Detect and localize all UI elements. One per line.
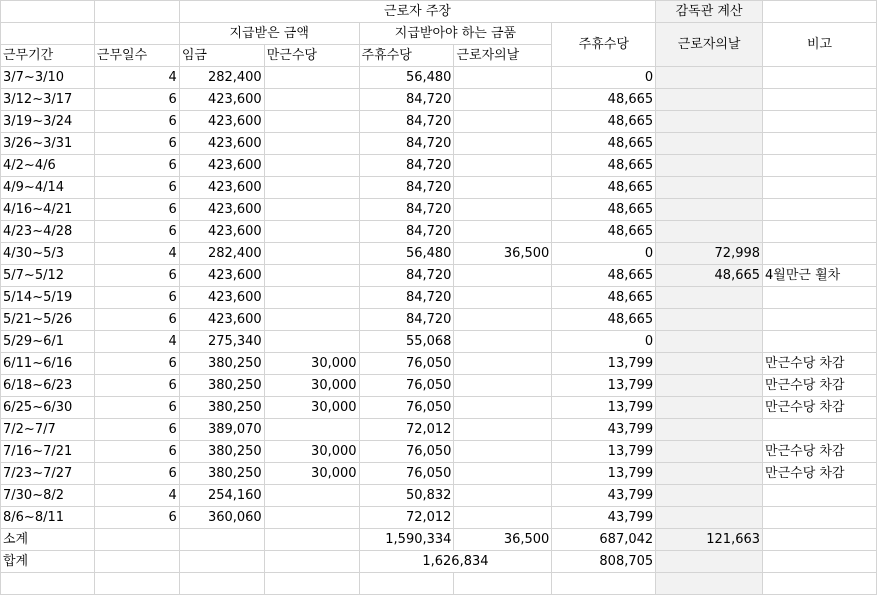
sup-weekly-holiday-cell[interactable]: 0	[552, 67, 656, 89]
sup-workers-day-header[interactable]: 근로자의날	[656, 23, 763, 67]
days-cell[interactable]: 6	[94, 265, 179, 287]
table-row	[1, 573, 877, 595]
remarks-cell[interactable]: 만근수당 차감	[763, 353, 877, 375]
cell[interactable]	[264, 529, 359, 551]
period-cell[interactable]: 7/16~7/21	[1, 441, 95, 463]
weekly-holiday-cell[interactable]: 84,720	[359, 155, 454, 177]
sup-weekly-holiday-cell[interactable]: 43,799	[552, 507, 656, 529]
cell[interactable]	[454, 573, 552, 595]
workers-day-cell[interactable]	[454, 375, 552, 397]
period-cell[interactable]: 3/26~3/31	[1, 133, 95, 155]
days-cell[interactable]: 4	[94, 485, 179, 507]
days-header[interactable]: 근무일수	[94, 45, 179, 67]
total-supervisor-cell[interactable]: 808,705	[552, 551, 656, 573]
cell[interactable]	[763, 573, 877, 595]
remarks-cell[interactable]	[763, 67, 877, 89]
wage-cell[interactable]: 254,160	[179, 485, 264, 507]
attendance-cell[interactable]	[264, 221, 359, 243]
cell[interactable]	[763, 529, 877, 551]
table-row	[1, 331, 877, 353]
sup-workers-day-cell[interactable]	[656, 463, 763, 485]
remarks-cell[interactable]	[763, 221, 877, 243]
attendance-cell[interactable]: 30,000	[264, 353, 359, 375]
remarks-cell[interactable]	[763, 177, 877, 199]
subtotal-sup-workers-day-cell[interactable]: 121,663	[656, 529, 763, 551]
sup-workers-day-cell[interactable]	[656, 177, 763, 199]
cell[interactable]	[179, 551, 264, 573]
attendance-cell[interactable]	[264, 133, 359, 155]
sup-workers-day-cell[interactable]	[656, 441, 763, 463]
attendance-cell[interactable]	[264, 309, 359, 331]
attendance-cell[interactable]	[264, 265, 359, 287]
table-row	[1, 89, 877, 111]
weekly-holiday-cell[interactable]: 84,720	[359, 133, 454, 155]
table-row	[1, 155, 877, 177]
wage-cell[interactable]: 423,600	[179, 199, 264, 221]
weekly-holiday-cell[interactable]: 55,068	[359, 331, 454, 353]
remarks-cell[interactable]	[763, 111, 877, 133]
remarks-cell[interactable]	[763, 133, 877, 155]
period-cell[interactable]: 5/29~6/1	[1, 331, 95, 353]
weekly-holiday-cell[interactable]: 56,480	[359, 243, 454, 265]
sup-weekly-holiday-cell[interactable]: 13,799	[552, 375, 656, 397]
table-row	[1, 419, 877, 441]
sup-workers-day-cell[interactable]	[656, 375, 763, 397]
weekly-holiday-cell[interactable]: 72,012	[359, 419, 454, 441]
days-cell[interactable]: 4	[94, 243, 179, 265]
total-label[interactable]: 합계	[1, 551, 95, 573]
attendance-cell[interactable]	[264, 287, 359, 309]
remarks-cell[interactable]: 만근수당 차감	[763, 375, 877, 397]
remarks-cell[interactable]	[763, 419, 877, 441]
days-cell[interactable]: 6	[94, 441, 179, 463]
table-row	[1, 133, 877, 155]
table-row	[1, 111, 877, 133]
subtotal-weekly-cell[interactable]: 1,590,334	[359, 529, 454, 551]
attendance-cell[interactable]	[264, 419, 359, 441]
workers-day-cell[interactable]	[454, 287, 552, 309]
workers-day-cell[interactable]	[454, 353, 552, 375]
table-row	[1, 353, 877, 375]
period-cell[interactable]: 7/30~8/2	[1, 485, 95, 507]
weekly-holiday-cell[interactable]: 84,720	[359, 287, 454, 309]
worker-claim-header[interactable]: 근로자 주장	[179, 1, 655, 23]
days-cell[interactable]: 6	[94, 155, 179, 177]
workers-day-cell[interactable]	[454, 67, 552, 89]
wage-cell[interactable]: 389,070	[179, 419, 264, 441]
period-cell[interactable]: 5/21~5/26	[1, 309, 95, 331]
weekly-holiday-pay-header[interactable]: 주휴수당	[359, 45, 454, 67]
sup-workers-day-cell[interactable]	[656, 419, 763, 441]
cell[interactable]	[656, 573, 763, 595]
period-cell[interactable]: 5/14~5/19	[1, 287, 95, 309]
weekly-holiday-cell[interactable]: 50,832	[359, 485, 454, 507]
table-row	[1, 177, 877, 199]
remarks-cell[interactable]	[763, 199, 877, 221]
sup-weekly-holiday-cell[interactable]: 48,665	[552, 133, 656, 155]
wage-cell[interactable]: 423,600	[179, 133, 264, 155]
workers-day-cell[interactable]	[454, 419, 552, 441]
weekly-holiday-cell[interactable]: 72,012	[359, 507, 454, 529]
remarks-cell[interactable]	[763, 331, 877, 353]
remarks-cell[interactable]	[763, 507, 877, 529]
days-cell[interactable]: 6	[94, 309, 179, 331]
attendance-cell[interactable]: 30,000	[264, 441, 359, 463]
table-row	[1, 507, 877, 529]
supervisor-calc-header[interactable]: 감독관 계산	[656, 1, 763, 23]
days-cell[interactable]: 6	[94, 507, 179, 529]
workers-day-cell[interactable]	[454, 397, 552, 419]
sup-workers-day-cell[interactable]	[656, 507, 763, 529]
attendance-cell[interactable]: 30,000	[264, 375, 359, 397]
table-row	[1, 397, 877, 419]
table-row	[1, 309, 877, 331]
remarks-cell[interactable]: 만근수당 차감	[763, 397, 877, 419]
days-cell[interactable]: 6	[94, 221, 179, 243]
days-cell[interactable]: 6	[94, 419, 179, 441]
workers-day-cell[interactable]	[454, 111, 552, 133]
sup-weekly-holiday-cell[interactable]: 48,665	[552, 155, 656, 177]
period-cell[interactable]: 5/7~5/12	[1, 265, 95, 287]
total-worker-cell[interactable]: 1,626,834	[359, 551, 552, 573]
days-cell[interactable]: 6	[94, 133, 179, 155]
sup-workers-day-cell[interactable]	[656, 67, 763, 89]
weekly-holiday-cell[interactable]: 76,050	[359, 441, 454, 463]
cell[interactable]	[264, 551, 359, 573]
sup-weekly-holiday-cell[interactable]: 48,665	[552, 111, 656, 133]
days-cell[interactable]: 4	[94, 67, 179, 89]
subtotal-row	[1, 529, 877, 551]
sup-workers-day-cell[interactable]	[656, 397, 763, 419]
sup-workers-day-cell[interactable]	[656, 485, 763, 507]
weekly-holiday-cell[interactable]: 56,480	[359, 67, 454, 89]
days-cell[interactable]: 6	[94, 111, 179, 133]
wage-cell[interactable]: 282,400	[179, 243, 264, 265]
cell[interactable]	[94, 573, 179, 595]
attendance-cell[interactable]	[264, 67, 359, 89]
sup-weekly-holiday-cell[interactable]: 48,665	[552, 177, 656, 199]
sup-workers-day-cell[interactable]	[656, 155, 763, 177]
period-cell[interactable]: 7/23~7/27	[1, 463, 95, 485]
period-cell[interactable]: 3/12~3/17	[1, 89, 95, 111]
workers-day-cell[interactable]	[454, 485, 552, 507]
remarks-cell[interactable]	[763, 309, 877, 331]
sup-weekly-holiday-cell[interactable]: 0	[552, 243, 656, 265]
sup-workers-day-cell[interactable]	[656, 111, 763, 133]
table-row	[1, 441, 877, 463]
cell[interactable]	[1, 1, 95, 23]
remarks-cell[interactable]: 4월만근 휠차	[763, 265, 877, 287]
table-row	[1, 287, 877, 309]
period-cell[interactable]: 8/6~8/11	[1, 507, 95, 529]
cell[interactable]	[1, 573, 95, 595]
workers-day-cell[interactable]	[454, 463, 552, 485]
sup-workers-day-cell[interactable]	[656, 353, 763, 375]
weekly-holiday-cell[interactable]: 84,720	[359, 111, 454, 133]
sup-weekly-holiday-cell[interactable]: 48,665	[552, 287, 656, 309]
header-row-1	[1, 1, 877, 23]
days-cell[interactable]: 6	[94, 463, 179, 485]
weekly-holiday-cell[interactable]: 76,050	[359, 463, 454, 485]
wage-cell[interactable]: 423,600	[179, 89, 264, 111]
days-cell[interactable]: 6	[94, 89, 179, 111]
sup-workers-day-cell[interactable]	[656, 199, 763, 221]
table-row	[1, 463, 877, 485]
sup-weekly-holiday-cell[interactable]: 48,665	[552, 265, 656, 287]
sup-workers-day-cell[interactable]	[656, 221, 763, 243]
period-cell[interactable]: 6/18~6/23	[1, 375, 95, 397]
attendance-cell[interactable]	[264, 155, 359, 177]
wage-cell[interactable]: 380,250	[179, 441, 264, 463]
period-cell[interactable]: 3/7~3/10	[1, 67, 95, 89]
workers-day-header[interactable]: 근로자의날	[454, 45, 552, 67]
period-cell[interactable]: 7/2~7/7	[1, 419, 95, 441]
sup-weekly-holiday-cell[interactable]: 48,665	[552, 309, 656, 331]
table-row	[1, 221, 877, 243]
sup-weekly-holiday-cell[interactable]: 13,799	[552, 397, 656, 419]
sup-weekly-holiday-cell[interactable]: 13,799	[552, 441, 656, 463]
wage-cell[interactable]: 423,600	[179, 111, 264, 133]
remarks-cell[interactable]	[763, 287, 877, 309]
workers-day-cell[interactable]	[454, 265, 552, 287]
wage-header[interactable]: 임금	[179, 45, 264, 67]
attendance-cell[interactable]	[264, 485, 359, 507]
cell[interactable]	[94, 23, 179, 45]
period-cell[interactable]: 4/30~5/3	[1, 243, 95, 265]
workers-day-cell[interactable]	[454, 199, 552, 221]
attendance-cell[interactable]	[264, 177, 359, 199]
remarks-cell[interactable]	[763, 89, 877, 111]
subtotal-workers-day-cell[interactable]: 36,500	[454, 529, 552, 551]
attendance-cell[interactable]: 30,000	[264, 397, 359, 419]
sup-weekly-holiday-cell[interactable]: 0	[552, 331, 656, 353]
workers-day-cell[interactable]: 36,500	[454, 243, 552, 265]
total-row	[1, 551, 877, 573]
weekly-holiday-cell[interactable]: 76,050	[359, 397, 454, 419]
remarks-cell[interactable]	[763, 243, 877, 265]
remarks-cell[interactable]	[763, 155, 877, 177]
cell[interactable]	[763, 551, 877, 573]
wage-cell[interactable]: 423,600	[179, 309, 264, 331]
header-row-2	[1, 23, 877, 45]
sup-weekly-holiday-cell[interactable]: 43,799	[552, 485, 656, 507]
weekly-holiday-cell[interactable]: 84,720	[359, 221, 454, 243]
workers-day-cell[interactable]	[454, 309, 552, 331]
wage-cell[interactable]: 380,250	[179, 353, 264, 375]
sup-workers-day-cell[interactable]	[656, 133, 763, 155]
days-cell[interactable]: 6	[94, 287, 179, 309]
subtotal-sup-weekly-cell[interactable]: 687,042	[552, 529, 656, 551]
attendance-cell[interactable]	[264, 331, 359, 353]
sup-weekly-holiday-cell[interactable]: 43,799	[552, 419, 656, 441]
period-header[interactable]: 근무기간	[1, 45, 95, 67]
period-cell[interactable]: 6/11~6/16	[1, 353, 95, 375]
sup-workers-day-cell[interactable]	[656, 287, 763, 309]
cell[interactable]	[359, 573, 454, 595]
remarks-cell[interactable]: 만근수당 차감	[763, 441, 877, 463]
wage-cell[interactable]: 423,600	[179, 177, 264, 199]
weekly-holiday-cell[interactable]: 84,720	[359, 309, 454, 331]
table-row	[1, 199, 877, 221]
should-receive-header[interactable]: 지급받아야 하는 금품	[359, 23, 552, 45]
workers-day-cell[interactable]	[454, 507, 552, 529]
attendance-cell[interactable]: 30,000	[264, 463, 359, 485]
sup-weekly-holiday-cell[interactable]: 13,799	[552, 463, 656, 485]
cell[interactable]	[656, 551, 763, 573]
cell[interactable]	[94, 551, 179, 573]
days-cell[interactable]: 6	[94, 375, 179, 397]
table-row	[1, 243, 877, 265]
days-cell[interactable]: 4	[94, 331, 179, 353]
subtotal-label[interactable]: 소계	[1, 529, 95, 551]
table-row	[1, 265, 877, 287]
period-cell[interactable]: 4/2~4/6	[1, 155, 95, 177]
sup-weekly-holiday-header[interactable]: 주휴수당	[552, 23, 656, 67]
sup-weekly-holiday-cell[interactable]: 48,665	[552, 89, 656, 111]
days-cell[interactable]: 6	[94, 199, 179, 221]
sup-weekly-holiday-cell[interactable]: 13,799	[552, 353, 656, 375]
sup-weekly-holiday-cell[interactable]: 48,665	[552, 221, 656, 243]
workers-day-cell[interactable]	[454, 177, 552, 199]
attendance-cell[interactable]	[264, 507, 359, 529]
wage-cell[interactable]: 380,250	[179, 397, 264, 419]
attendance-cell[interactable]	[264, 111, 359, 133]
wage-cell[interactable]: 360,060	[179, 507, 264, 529]
sup-workers-day-cell[interactable]: 48,665	[656, 265, 763, 287]
remarks-cell[interactable]: 만근수당 차감	[763, 463, 877, 485]
wage-cell[interactable]: 423,600	[179, 287, 264, 309]
wage-cell[interactable]: 380,250	[179, 463, 264, 485]
workers-day-cell[interactable]	[454, 441, 552, 463]
period-cell[interactable]: 4/23~4/28	[1, 221, 95, 243]
table-row	[1, 375, 877, 397]
weekly-holiday-cell[interactable]: 84,720	[359, 177, 454, 199]
wage-cell[interactable]: 275,340	[179, 331, 264, 353]
cell[interactable]	[552, 573, 656, 595]
wage-cell[interactable]: 423,600	[179, 221, 264, 243]
days-cell[interactable]: 6	[94, 397, 179, 419]
sup-workers-day-cell[interactable]	[656, 309, 763, 331]
cell[interactable]	[179, 529, 264, 551]
table-row	[1, 485, 877, 507]
remarks-cell[interactable]	[763, 485, 877, 507]
wage-cell[interactable]: 423,600	[179, 155, 264, 177]
weekly-holiday-cell[interactable]: 76,050	[359, 353, 454, 375]
period-cell[interactable]: 4/9~4/14	[1, 177, 95, 199]
cell[interactable]	[763, 1, 877, 23]
remarks-header[interactable]: 비고	[763, 23, 877, 67]
period-cell[interactable]: 3/19~3/24	[1, 111, 95, 133]
period-cell[interactable]: 4/16~4/21	[1, 199, 95, 221]
days-cell[interactable]: 6	[94, 177, 179, 199]
table-row	[1, 67, 877, 89]
cell[interactable]	[94, 1, 179, 23]
period-cell[interactable]: 6/25~6/30	[1, 397, 95, 419]
workers-day-cell[interactable]	[454, 221, 552, 243]
days-cell[interactable]: 6	[94, 353, 179, 375]
cell[interactable]	[264, 573, 359, 595]
workers-day-cell[interactable]	[454, 331, 552, 353]
sup-workers-day-cell[interactable]	[656, 331, 763, 353]
workers-day-cell[interactable]	[454, 133, 552, 155]
sup-workers-day-cell[interactable]	[656, 89, 763, 111]
weekly-holiday-cell[interactable]: 84,720	[359, 199, 454, 221]
weekly-holiday-cell[interactable]: 84,720	[359, 265, 454, 287]
sup-workers-day-cell[interactable]: 72,998	[656, 243, 763, 265]
wage-cell[interactable]: 380,250	[179, 375, 264, 397]
workers-day-cell[interactable]	[454, 89, 552, 111]
cell[interactable]	[1, 23, 95, 45]
wage-cell[interactable]: 423,600	[179, 265, 264, 287]
received-amount-header[interactable]: 지급받은 금액	[179, 23, 359, 45]
attendance-cell[interactable]	[264, 199, 359, 221]
attendance-cell[interactable]	[264, 243, 359, 265]
sup-weekly-holiday-cell[interactable]: 48,665	[552, 199, 656, 221]
attendance-cell[interactable]	[264, 89, 359, 111]
workers-day-cell[interactable]	[454, 155, 552, 177]
attendance-allowance-header[interactable]: 만근수당	[264, 45, 359, 67]
weekly-holiday-cell[interactable]: 84,720	[359, 89, 454, 111]
cell[interactable]	[94, 529, 179, 551]
weekly-holiday-cell[interactable]: 76,050	[359, 375, 454, 397]
cell[interactable]	[179, 573, 264, 595]
wage-cell[interactable]: 282,400	[179, 67, 264, 89]
